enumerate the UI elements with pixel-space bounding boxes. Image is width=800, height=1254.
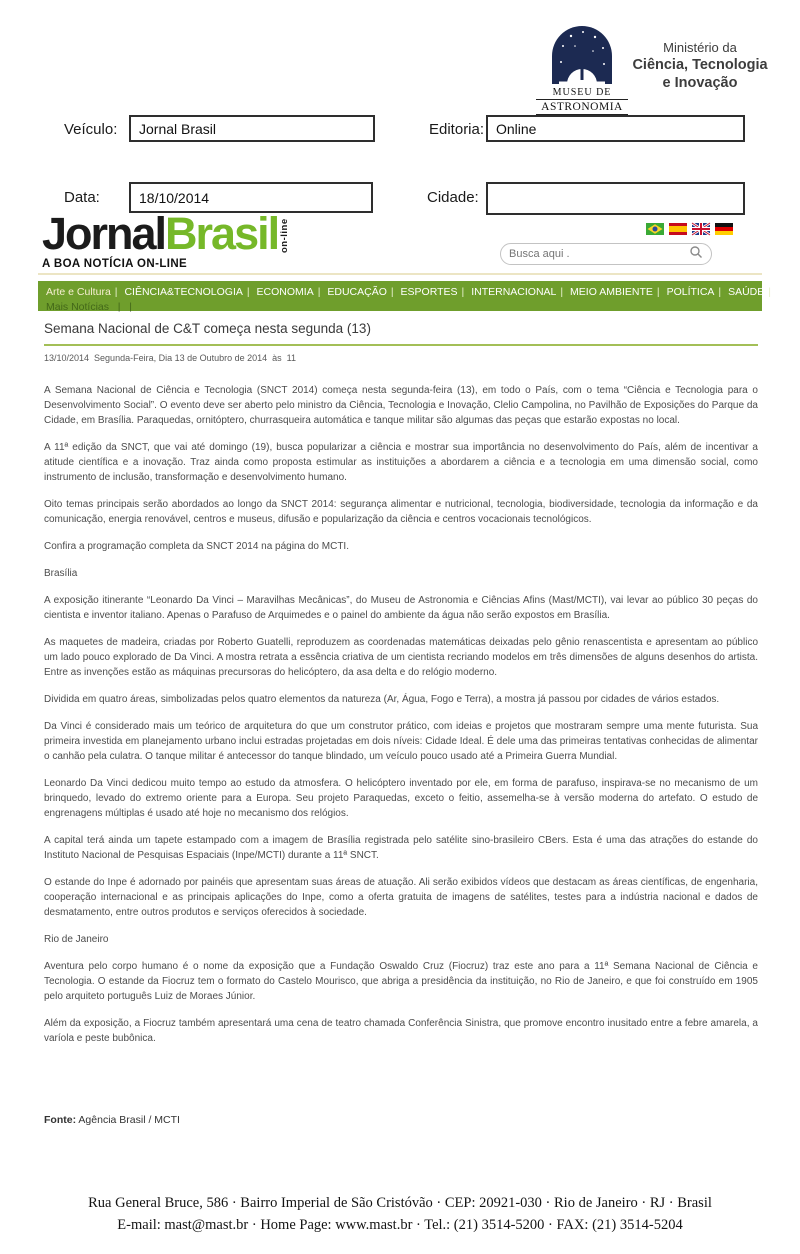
ministry-line2: Ciência, Tecnologia (632, 57, 768, 74)
source-value: Agência Brasil / MCTI (78, 1114, 180, 1126)
nav-separator: | (390, 286, 394, 298)
logo-word-brasil: Brasil (165, 208, 279, 259)
nav-separator: | (560, 286, 564, 298)
logo-word-jornal: Jornal (42, 208, 166, 259)
article-source (44, 1114, 758, 1126)
cidade-field[interactable] (486, 182, 745, 215)
paragraph: Além da exposição, a Fiocruz também apresentará uma cena de teatro chamada Conferência Sinistra, que promove encontro inusitado entre a febre amarela, a varíola e peste bubônica. (44, 1018, 758, 1044)
nav-separator: | (246, 286, 250, 298)
footer-address (0, 1192, 800, 1237)
header-divider (38, 273, 762, 275)
logo-online-vertical: on-line (279, 218, 291, 253)
data-label: Data: (64, 189, 100, 206)
editoria-label: Editoria: (429, 121, 485, 138)
section-subhead-rio-de-janeiro: Rio de Janeiro (44, 934, 109, 945)
logo-tagline: A BOA NOTÍCIA ON-LINE (42, 258, 188, 270)
nav-row-secondary: Mais Notícias | | (46, 301, 132, 313)
paragraph: A 11ª edição da SNCT, que vai até domingo (19), busca popularizar a ciência e mostrar sua importância no desenvolvimento do País, além de incentivar a atitude científica e a inovação. Traz ainda como proposta estimular as instituições a abordarem a ciência e a tecnologia em uma dimensão social, como instrumento de inclusão, transformação e desenvolvimento humano. (44, 442, 758, 483)
nav-row-primary (46, 285, 771, 300)
nav-separator: | (656, 286, 660, 298)
footer-line2: E-mail: mast@mast.br · Home Page: www.mast.br · Tel.: (21) 3514-5200 · FAX: (21) 3514-5204 (117, 1217, 683, 1234)
observatory-emblem-icon (549, 24, 615, 84)
paragraph: O estande do Inpe é adornado por painéis que apresentam suas áreas de atuação. Ali serão exibidos vídeos que destacam as áreas científicas, de engenharia, cooperação internacional e as principais aplicações do Inpe, como a oferta gratuita de imagens de satélites, testes para a indústria nacional e dados de desmatamento, entre outros produtos e serviços oferecidos à sociedade. (44, 877, 758, 918)
paragraph: As maquetes de madeira, criadas por Roberto Guatelli, reproduzem as coordenadas matemáticas deixadas pelo gênio renascentista e apresentam ao público um lado pouco explorado de Da Vinci. A mostra retrata a essência criativa de um cientista recriando modelos em três dimensões de alguns desenhos do artista. Entre as invenções estão as máquinas precursoras do helicóptero, da asa delta e do relógio moderno. (44, 637, 758, 678)
nav-separator: | (114, 286, 118, 298)
language-flags (646, 223, 733, 235)
nav-item-esportes[interactable]: ESPORTES (400, 286, 458, 298)
ministry-line3: e Inovação (662, 75, 738, 92)
nav-separator: | (317, 286, 321, 298)
nav-separator: | (461, 286, 465, 298)
footer-line1: Rua General Bruce, 586 · Bairro Imperial de São Cristóvão · CEP: 20921-030 · Rio de Janeiro · RJ · Brasil (88, 1195, 712, 1211)
nav-item-meio-ambiente[interactable]: MEIO AMBIENTE (570, 286, 653, 298)
paragraph: A capital terá ainda um tapete estampado com a imagem de Brasília registrada pelo satélite sino-brasileiro CBers. Esta é uma das atrações do estande do Instituto Nacional de Pesquisas Espaciais (Inpe/MCTI) durante a 11ª SNCT. (44, 835, 758, 861)
nav-item-ciencia-tecnologia[interactable]: CIÊNCIA&TECNOLOGIA (124, 286, 243, 298)
paragraph: Da Vinci é considerado mais um teórico de arquitetura do que um construtor prático, com ideias e projetos que mostraram sempre uma mente futurista. Sua primeira investida em planejamento urbano inclui estradas projetadas em dois níveis: Cidade Ideal. É dele uma das primeiras tentativas conhecidas de alimentar o canhão pela culatra. O tanque militar é antecessor do tanque blindado, um veículo pouco usado até a Primeira Guerra Mundial. (44, 721, 758, 762)
nav-item-economia[interactable]: ECONOMIA (256, 286, 314, 298)
paragraph: Leonardo Da Vinci dedicou muito tempo ao estudo da atmosfera. O helicóptero inventado por ele, em forma de parafuso, inspirava-se no mecanismo de um brinquedo, levado do extremo oriente para a Europa. Seu projeto Paraquedas, exceto o feitio, assemelha-se à versão moderna do artefato. O estudo de engrenagens múltiplas é usado até hoje no mecanismo dos relógios. (44, 778, 758, 819)
ministry-line1: Ministério da (663, 40, 737, 55)
paragraph: Aventura pelo corpo humano é o nome da exposição que a Fundação Oswaldo Cruz (Fiocruz) traz este ano para a 11ª Semana Nacional de Ciência e Tecnologia. O estande da Fiocruz tem o formato do Castelo Mourisco, que abriga a presidência da instituição, no Rio de Janeiro, e que foi construído em 1905 pelo arquiteto português Luiz de Moraes Júnior. (44, 961, 758, 1002)
title-underline (44, 344, 758, 346)
veiculo-label: Veículo: (64, 121, 118, 138)
article-body (44, 383, 758, 1046)
mast-name-line2: ASTRONOMIA (536, 100, 628, 115)
flag-germany-icon[interactable] (715, 223, 733, 235)
nav-item-saude[interactable]: SAÚDE (728, 286, 765, 298)
article-date: 13/10/2014 Segunda-Feira, Dia 13 de Outubro de 2014 às 11 (44, 353, 297, 363)
article-title: Semana Nacional de C&T começa nesta segunda (13) (44, 321, 371, 336)
search-box[interactable] (500, 243, 712, 265)
mast-name-line1: MUSEU DE (536, 86, 628, 100)
search-icon[interactable] (689, 245, 703, 264)
jornal-brasil-logo[interactable] (42, 208, 291, 270)
paragraph: Confira a programação completa da SNCT 2014 na página do MCTI. (44, 541, 349, 552)
flag-brazil-icon[interactable] (646, 223, 664, 235)
nav-item-arte-e-cultura[interactable]: Arte e Cultura (46, 286, 111, 298)
paragraph: A exposição itinerante “Leonardo Da Vinci – Maravilhas Mecânicas”, do Museu de Astronomia e Ciências Afins (Mast/MCTI), vai levar ao público 30 peças do cientista e inventor italiano. Apenas o Parafuso de Arquimedes e o painel do ambiente da água não serão expostos em Brasília. (44, 595, 758, 621)
nav-separator: | (718, 286, 722, 298)
mast-logo (536, 24, 628, 127)
article (44, 321, 758, 1126)
paragraph: Dividida em quatro áreas, simbolizadas pelos quatro elementos da natureza (Ar, Água, Fogo e Terra), a mostra já passou por cidades de vários estados. (44, 694, 720, 705)
veiculo-field[interactable] (129, 115, 375, 142)
nav-separator: | (768, 286, 771, 298)
nav-item-internacional[interactable]: INTERNACIONAL (471, 286, 557, 298)
search-input[interactable] (509, 248, 689, 260)
nav-item-politica[interactable]: POLÍTICA (666, 286, 715, 298)
cidade-label: Cidade: (427, 189, 479, 206)
source-label: Fonte: (44, 1114, 77, 1126)
nav-item-educacao[interactable]: EDUCAÇÃO (327, 286, 387, 298)
ministry-logo (630, 40, 770, 93)
section-subhead-brasilia: Brasília (44, 568, 78, 579)
main-navigation (38, 281, 771, 313)
paragraph: Oito temas principais serão abordados ao longo da SNCT 2014: segurança alimentar e nutricional, tecnologia, biodiversidade, tecnologia da informação e da comunicação, energia renovável, centros e museus, difusão e popularização da ciência e centros vocacionais tecnológicos. (44, 499, 758, 525)
flag-uk-icon[interactable] (692, 223, 710, 235)
nav-item-mais-noticias[interactable]: Mais Notícias (46, 301, 110, 313)
flag-spain-icon[interactable] (669, 223, 687, 235)
paragraph: A Semana Nacional de Ciência e Tecnologia (SNCT 2014) começa nesta segunda-feira (13), em todo o País, com o tema “Ciência e Tecnologia para o Desenvolvimento Social”. O evento deve ser aberto pelo ministro da Ciência, Tecnologia e Inovação, Clelio Campolina, no Pavilhão de Exposições do Parque da Cidade, em Brasília. Paraquedas, ornitóptero, churrasqueira automática e tanque militar são algumas das peças que estarão expostas no local. (44, 385, 758, 426)
editoria-field[interactable] (486, 115, 745, 142)
